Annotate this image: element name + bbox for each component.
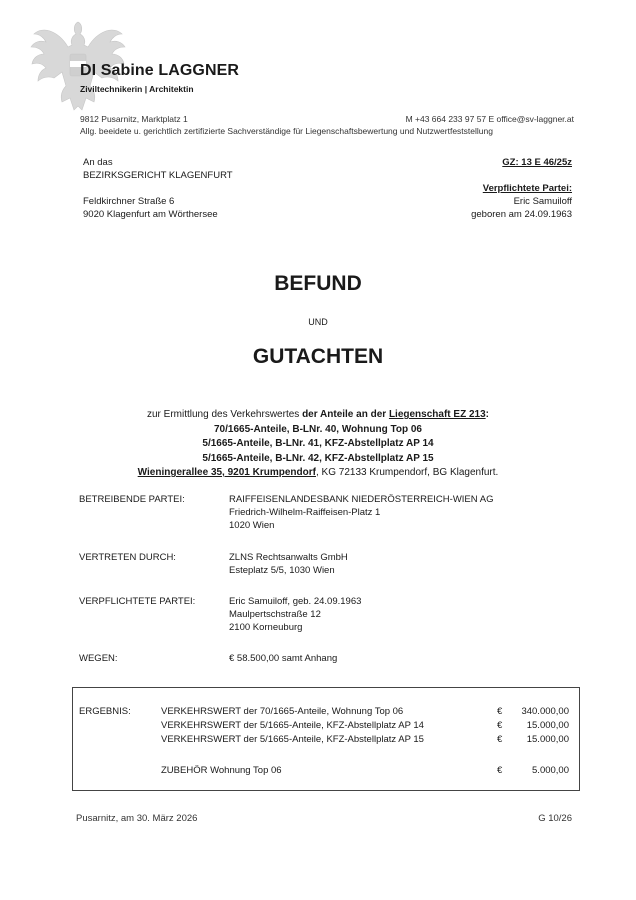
- obligated-party-row-label: VERPFLICHTETE PARTEI:: [79, 596, 196, 607]
- result-row-amount: 15.000,00: [526, 720, 569, 731]
- represented-by-label: VERTRETEN DURCH:: [79, 552, 176, 563]
- law-firm-address: Esteplatz 5/5, 1030 Wien: [229, 565, 335, 576]
- expert-subtitle: Ziviltechnikerin | Architektin: [80, 84, 194, 94]
- result-row-label: [161, 720, 491, 731]
- recipient-court: BEZIRKSGERICHT KLAGENFURT: [83, 170, 233, 181]
- office-address: 9812 Pusarnitz, Marktplatz 1: [80, 114, 188, 124]
- recipient-address: [83, 156, 233, 221]
- enforcing-party-label: BETREIBENDE PARTEI:: [79, 494, 185, 505]
- result-row-currency: €: [497, 765, 503, 776]
- enforcing-party-value: [229, 493, 589, 532]
- law-firm-name: ZLNS Rechtsanwalts GmbH: [229, 552, 348, 563]
- obligated-party-street: Maulpertschstraße 12: [229, 609, 321, 620]
- result-row-type: VERKEHRSWERT: [161, 706, 241, 717]
- document-reference: G 10/26: [538, 813, 572, 824]
- subject-line-2: 70/1665-Anteile, B-LNr. 40, Wohnung Top 06: [213, 423, 422, 435]
- enforcing-party-name: RAIFFEISENLANDESBANK NIEDERÖSTERREICH-WIEN AG: [229, 494, 494, 505]
- result-row-desc: Wohnung Top 06: [207, 765, 282, 776]
- expert-certification: Allg. beeidete u. gerichtlich zertifizierte Sachverständige für Liegenschaftsbewertung und Nutzwertfeststellung: [80, 126, 493, 136]
- subject-intro: zur Ermittlung des Verkehrswertes: [147, 409, 303, 420]
- subject-line-1: [80, 408, 556, 423]
- title-und: UND: [308, 317, 328, 327]
- obligated-party-name: Eric Samuiloff: [513, 196, 572, 207]
- obligated-party-row-value: [229, 595, 589, 634]
- result-box: [72, 687, 580, 791]
- subject-line-4: 5/1665-Anteile, B-LNr. 42, KFZ-Abstellplatz AP 15: [202, 452, 434, 464]
- result-row-label: [161, 765, 491, 776]
- represented-by-value: [229, 551, 589, 577]
- subject-description: [80, 408, 556, 481]
- result-row-type: ZUBEHÖR: [161, 765, 208, 776]
- expert-name: DI Sabine LAGGNER: [80, 62, 240, 79]
- result-row-amount: 15.000,00: [526, 734, 569, 745]
- subject-line-5: [80, 466, 556, 481]
- result-label: ERGEBNIS:: [79, 706, 131, 717]
- result-row-currency: €: [497, 720, 503, 731]
- result-row-desc: der 5/1665-Anteile, KFZ-Abstellplatz AP 15: [240, 734, 424, 745]
- result-row-type: VERKEHRSWERT: [161, 734, 241, 745]
- result-row-desc: der 5/1665-Anteile, KFZ-Abstellplatz AP 14: [240, 720, 424, 731]
- obligated-party-detail: Eric Samuiloff, geb. 24.09.1963: [229, 596, 362, 607]
- result-row-currency: €: [497, 706, 503, 717]
- enforcing-party-city: 1020 Wien: [229, 520, 275, 531]
- reason-label: WEGEN:: [79, 653, 118, 664]
- enforcing-party-street: Friedrich-Wilhelm-Raiffeisen-Platz 1: [229, 507, 381, 518]
- result-row-currency: €: [497, 734, 503, 745]
- title-gutachten: GUTACHTEN: [252, 345, 384, 368]
- obligated-party-born: geboren am 24.09.1963: [471, 209, 572, 220]
- reason-value: € 58.500,00 samt Anhang: [229, 653, 338, 664]
- obligated-party-label: Verpflichtete Partei:: [482, 183, 572, 194]
- result-row-label: [161, 734, 491, 745]
- subject-intro-bold: der Anteile an der: [302, 409, 389, 420]
- subject-property-ez: Liegenschaft EZ 213: [388, 409, 486, 420]
- office-contact: M +43 664 233 97 57 E office@sv-laggner.at: [405, 114, 574, 124]
- recipient-line: An das: [83, 157, 113, 168]
- subject-line-3: 5/1665-Anteile, B-LNr. 41, KFZ-Abstellplatz AP 14: [202, 438, 434, 449]
- result-row-type: VERKEHRSWERT: [161, 720, 241, 731]
- result-row-desc: der 70/1665-Anteile, Wohnung Top 06: [240, 706, 404, 717]
- recipient-street: Feldkirchner Straße 6: [83, 196, 175, 207]
- title-befund: BEFUND: [274, 272, 362, 295]
- place-date: Pusarnitz, am 30. März 2026: [76, 813, 198, 824]
- result-row-amount: 5.000,00: [532, 765, 569, 776]
- result-row-label: [161, 706, 491, 717]
- recipient-city: 9020 Klagenfurt am Wörthersee: [83, 209, 218, 220]
- case-number: GZ: 13 E 46/25z: [502, 157, 572, 168]
- result-row-amount: 340.000,00: [521, 706, 569, 717]
- subject-cadastral: , KG 72133 Krumpendorf, BG Klagenfurt.: [315, 467, 499, 478]
- subject-colon: :: [485, 409, 489, 420]
- case-info: [471, 156, 572, 221]
- obligated-party-city: 2100 Korneuburg: [229, 622, 303, 633]
- subject-address: Wieningerallee 35, 9201 Krumpendorf: [137, 467, 316, 478]
